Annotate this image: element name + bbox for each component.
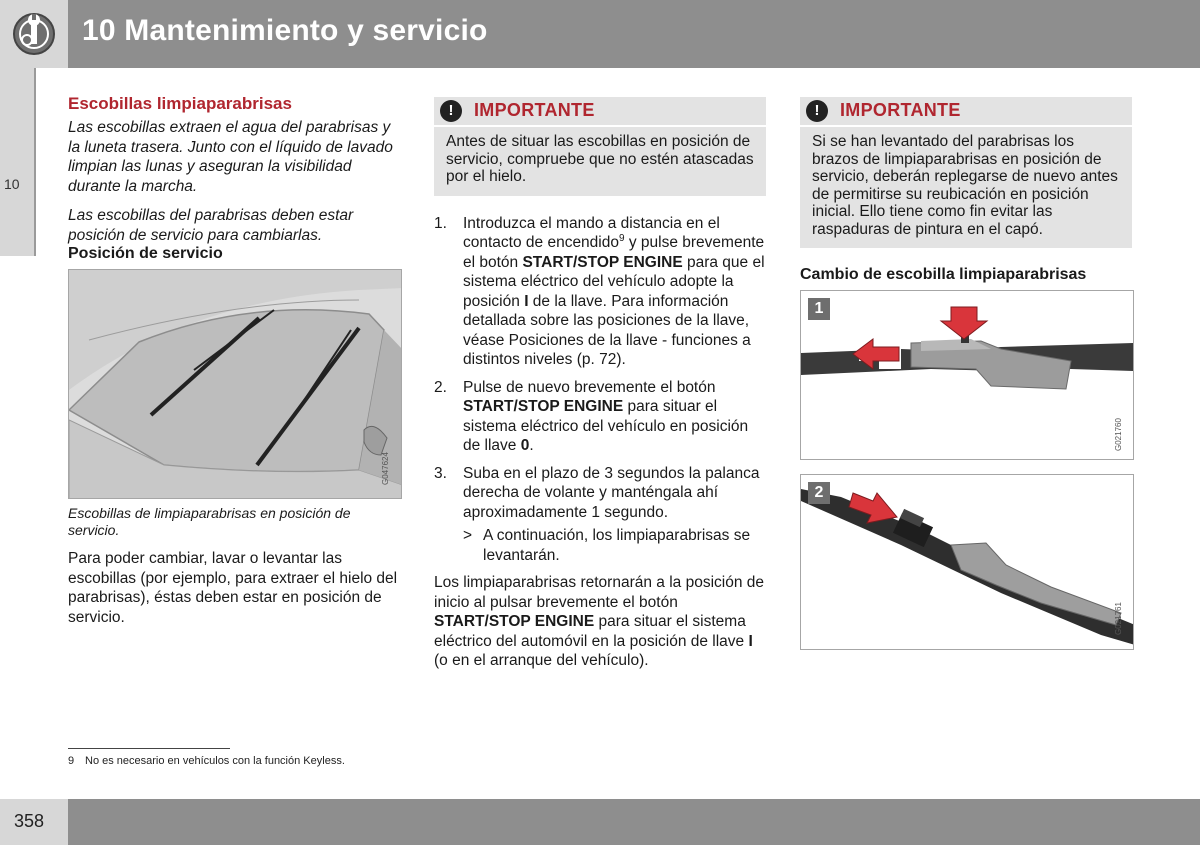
key-position: 0 bbox=[520, 437, 530, 454]
footnote-ref[interactable]: 9 bbox=[618, 232, 625, 244]
closing-text: Los limpiaparabrisas retornarán a la posición de inicio al pulsar brevemente el botón bbox=[434, 574, 764, 611]
column-right bbox=[800, 97, 1132, 650]
footnote bbox=[68, 755, 345, 767]
step-number: 3. bbox=[434, 464, 447, 482]
button-name: START/STOP ENGINE bbox=[522, 253, 683, 271]
step-text: para que el sistema eléctrico del vehículo adopte la posición bbox=[463, 253, 765, 310]
footnote-text: No es necesario en vehículos con la función Keyless. bbox=[85, 755, 345, 767]
result-text: A continuación, los limpiaparabrisas se levantarán. bbox=[483, 527, 751, 564]
windshield-illustration bbox=[69, 270, 402, 499]
important-text: Si se han levantado del parabrisas los brazos de limpiaparabrisas en posición de servicio, deberán replegarse de nuevo antes de permitirse su reubicación en posición inicial. Ello tiene como fin evitar las raspaduras de pintura en el capó. bbox=[812, 133, 1118, 238]
step-result bbox=[463, 526, 766, 565]
wrench-gear-icon bbox=[12, 12, 56, 56]
result-marker: > bbox=[463, 527, 473, 544]
subheading-replace-blade: Cambio de escobilla limpiaparabrisas bbox=[800, 266, 1087, 283]
step-text: Introduzca el mando a distancia en el contacto de encendido bbox=[463, 214, 720, 251]
closing-paragraph bbox=[434, 573, 766, 671]
warning-icon: ! bbox=[440, 100, 462, 122]
figure-number: 2 bbox=[808, 482, 830, 504]
blade-step-1-figure bbox=[800, 290, 1134, 460]
step-item bbox=[434, 378, 766, 456]
warning-icon: ! bbox=[806, 100, 828, 122]
page-header bbox=[0, 0, 1200, 68]
step-text: para situar el sistema eléctrico del vehículo en posición de llave bbox=[463, 398, 749, 454]
blade-release-illustration bbox=[801, 291, 1134, 460]
chapter-icon-box bbox=[0, 0, 68, 68]
step-item bbox=[434, 464, 766, 566]
step-text: . bbox=[529, 437, 534, 454]
step-text: de la llave. Para información detallada sobre las posiciones de la llave, véase Posiciones de la llave - funciones a distintos niveles (p. 72). bbox=[463, 292, 751, 368]
step-text: y pulse brevemente el botón bbox=[463, 234, 765, 271]
important-title: IMPORTANTE bbox=[840, 100, 961, 120]
blade-step-2-figure bbox=[800, 474, 1134, 650]
step-number: 2. bbox=[434, 378, 447, 396]
important-header bbox=[800, 97, 1132, 127]
step-text: Pulse de nuevo brevemente el botón bbox=[463, 378, 716, 396]
closing-text: (o en el arranque del vehículo). bbox=[434, 652, 649, 669]
step-number: 1. bbox=[434, 214, 447, 232]
footnote-number: 9 bbox=[68, 755, 75, 767]
figure-number: 1 bbox=[808, 298, 830, 320]
column-middle bbox=[434, 97, 766, 671]
important-box bbox=[434, 97, 766, 196]
blade-slide-illustration bbox=[801, 475, 1134, 650]
important-text: Antes de situar las escobillas en posición de servicio, compruebe que no estén atascadas por el hielo. bbox=[446, 133, 754, 185]
subheading-service-position: Posición de servicio bbox=[68, 245, 223, 262]
figure-code: G047624 bbox=[381, 452, 390, 485]
page-footer bbox=[0, 799, 1200, 845]
figure-code: G021760 bbox=[1114, 418, 1123, 451]
procedure-steps bbox=[434, 214, 766, 566]
page-number-box bbox=[0, 799, 68, 845]
footnote-divider bbox=[68, 748, 230, 749]
important-header bbox=[434, 97, 766, 127]
important-box bbox=[800, 97, 1132, 248]
figure-code: G021761 bbox=[1114, 602, 1123, 635]
intro-paragraph-2: Las escobillas del parabrisas deben estar posición de servicio para cambiarlas. bbox=[68, 207, 354, 244]
chapter-title: 10 Mantenimiento y servicio bbox=[82, 14, 488, 47]
chapter-tab-border bbox=[0, 68, 36, 256]
key-position: I bbox=[748, 632, 753, 650]
closing-text: para situar el sistema eléctrico del automóvil en la posición de llave bbox=[434, 613, 749, 650]
column-left bbox=[68, 94, 402, 627]
important-title: IMPORTANTE bbox=[474, 100, 595, 120]
page-number: 358 bbox=[14, 811, 45, 831]
body-paragraph: Para poder cambiar, lavar o levantar las escobillas (por ejemplo, para extraer el hielo del parabrisas), éstas deben estar en posición de servicio. bbox=[68, 550, 398, 626]
key-position: I bbox=[524, 292, 529, 310]
figure-caption: Escobillas de limpiaparabrisas en posición de servicio. bbox=[68, 505, 351, 538]
section-title: Escobillas limpiaparabrisas bbox=[68, 94, 292, 113]
step-text: Suba en el plazo de 3 segundos la palanca derecha de volante y manténgala ahí aproximadamente 1 segundo. bbox=[463, 464, 760, 521]
chapter-number: 10 bbox=[4, 176, 20, 192]
button-name: START/STOP ENGINE bbox=[463, 398, 624, 415]
windshield-wiper-figure bbox=[68, 269, 402, 499]
step-item bbox=[434, 214, 766, 370]
intro-paragraph-1: Las escobillas extraen el agua del parabrisas y la luneta trasera. Junto con el líquido de lavado limpian las lunas y aseguran la visibilidad durante la marcha. bbox=[68, 119, 393, 195]
button-name: START/STOP ENGINE bbox=[434, 613, 595, 630]
